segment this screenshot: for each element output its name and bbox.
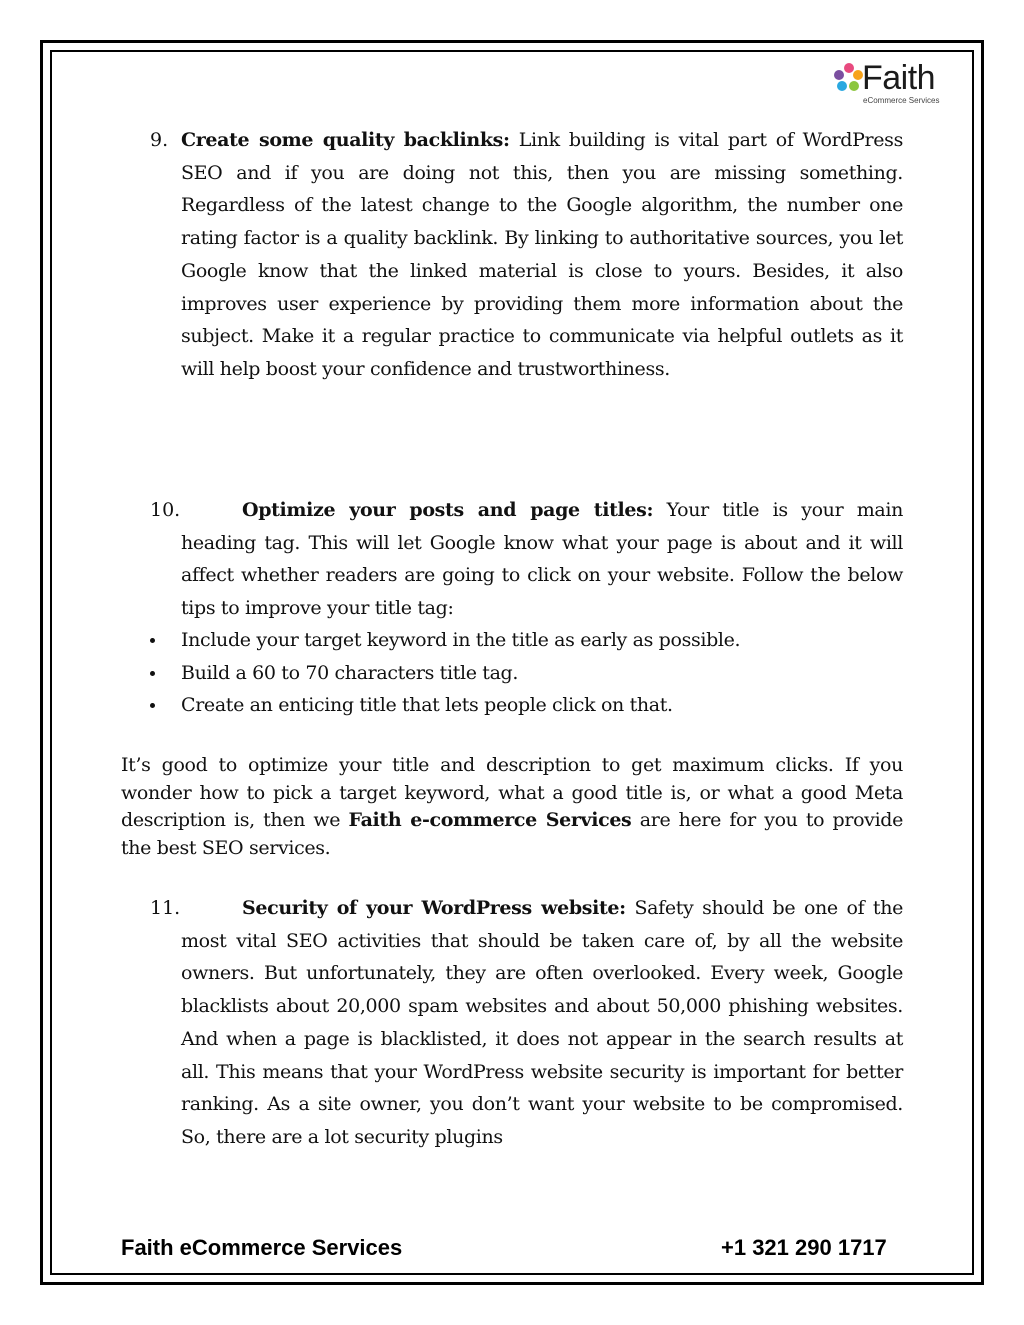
item-10-paragraph (181, 494, 903, 625)
item-9-body: Link building is vital part of WordPress SEO and if you are doing not this, then you are missing something. Regardless of the latest change to the Google algorithm, the number one rating factor is a quality backlink. By linking to authoritative sources, you let Google know that the linked material is close to yours. Besides, it also improves user experience by providing them more information about the subject. Make it a regular practice to communicate via helpful outlets as it will help boost your confidence and trustworthiness. (181, 129, 903, 380)
list-item: Create an enticing title that lets people click on that. (150, 689, 740, 722)
list-item: Include your target keyword in the title as early as possible. (150, 624, 740, 657)
footer-phone: +1 321 290 1717 (721, 1235, 887, 1260)
summary-paragraph: It’s good to optimize your title and description to get maximum clicks. If you wonder how to pick a target keyword, what a good title is, or what a good Meta description is, then we Faith e-commerce Services are here for you to provide the best SEO services. (121, 754, 904, 859)
item-9-number: 9. (150, 129, 169, 151)
brand-name: Faith e-commerce Services (348, 809, 632, 831)
item-10-heading: Optimize your posts and page titles: (242, 499, 654, 521)
logo-wordmark: Faith (862, 59, 936, 97)
item-10-number: 10. (150, 499, 181, 521)
item-9-paragraph (181, 124, 903, 386)
item-11-body: Safety should be one of the most vital SEO activities that should be taken care of, by all the website owners. But unfortunately, they are often overlooked. Every week, Google blacklists about 20,000 spam websites and about 50,000 phishing websites. And when a page is blacklisted, it does not appear in the search results at all. This means that your WordPress website security is important for better ranking. As a site owner, you don’t want your website to be compromised. So, there are a lot security plugins (181, 897, 904, 1148)
list-item: Build a 60 to 70 characters title tag. (150, 657, 740, 690)
bullet-icon (150, 703, 155, 708)
flower-logo-icon (834, 62, 864, 102)
item-9-heading: Create some quality backlinks: (181, 129, 510, 151)
title-tips-list (150, 624, 740, 722)
item-11-paragraph (181, 892, 903, 1154)
bullet-icon (150, 671, 155, 676)
bullet-icon (150, 638, 155, 643)
item-10-body: Your title is your main heading tag. This will let Google know what your page is about and it will affect whether readers are going to click on your website. Follow the below tips to improve your title tag: (181, 499, 903, 620)
item-11-heading: Security of your WordPress website: (242, 897, 626, 919)
footer-company: Faith eCommerce Services (121, 1235, 403, 1260)
item-11-number: 11. (150, 897, 181, 919)
company-logo (834, 59, 958, 110)
logo-tagline: eCommerce Services (863, 96, 940, 105)
